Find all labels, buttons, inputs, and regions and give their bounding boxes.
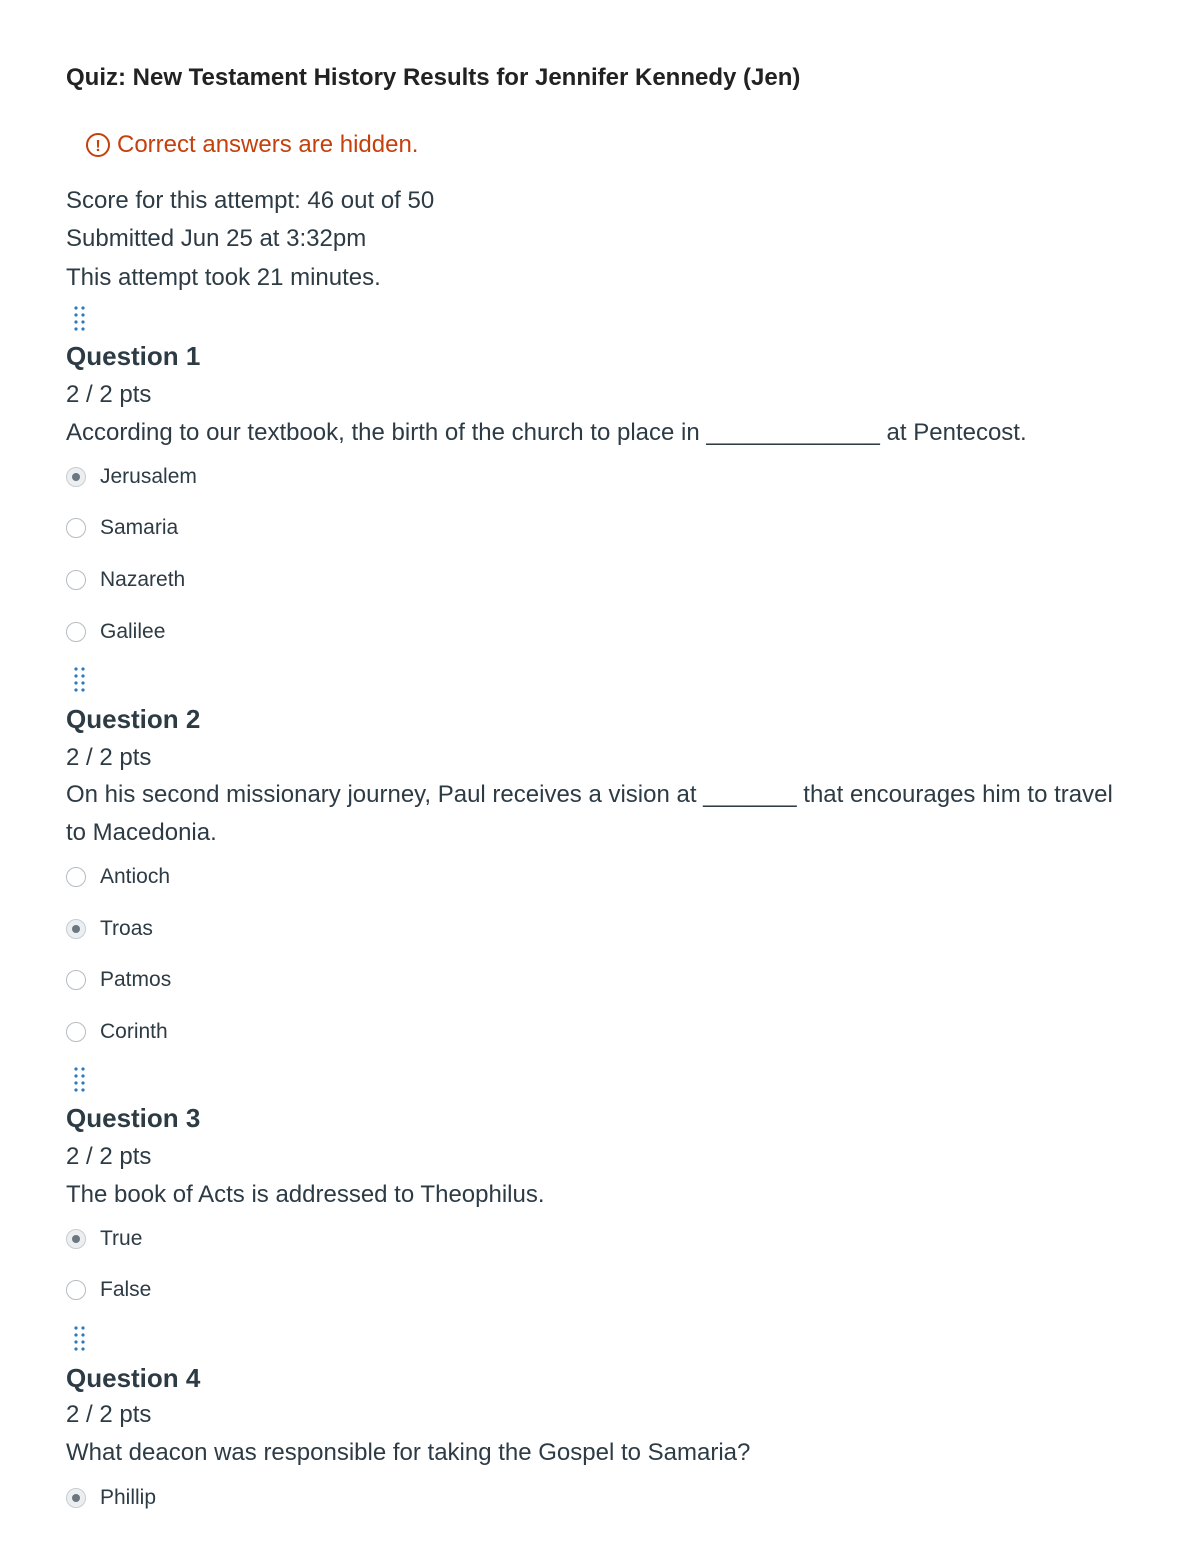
radio-unselected[interactable] [66, 867, 86, 887]
answer-label: Samaria [100, 516, 179, 539]
answer-option[interactable] [66, 463, 197, 491]
drag-handle-icon[interactable] [72, 1325, 88, 1355]
warning-icon [85, 132, 111, 158]
radio-unselected[interactable] [66, 570, 86, 590]
answer-option[interactable] [66, 514, 178, 542]
question-points: 2 / 2 pts [66, 1143, 152, 1170]
answer-label: Jerusalem [100, 465, 197, 488]
answer-label: Nazareth [100, 568, 186, 591]
answer-option[interactable] [66, 966, 171, 994]
drag-handle-icon[interactable] [72, 1066, 88, 1096]
question-points: 2 / 2 pts [66, 744, 152, 771]
question-title: Question 4 [66, 1363, 201, 1393]
answer-label: False [100, 1278, 152, 1301]
question-title: Question 3 [66, 1103, 201, 1133]
answer-option[interactable] [66, 566, 185, 594]
radio-unselected[interactable] [66, 970, 86, 990]
question-text: According to our textbook, the birth of the church to place in _____________ at Pentecost. [66, 419, 1027, 446]
question-title: Question 1 [66, 341, 201, 371]
radio-unselected[interactable] [66, 518, 86, 538]
question-title: Question 2 [66, 704, 201, 734]
question-text: The book of Acts is addressed to Theophilus. [66, 1181, 545, 1208]
answer-option[interactable] [66, 1484, 156, 1512]
answer-label: Antioch [100, 865, 171, 888]
question-points: 2 / 2 pts [66, 1401, 152, 1428]
answer-label: Galilee [100, 620, 166, 643]
notice-text: Correct answers are hidden. [117, 131, 419, 158]
page-title: Quiz: New Testament History Results for Jennifer Kennedy (Jen) [66, 64, 801, 91]
answer-option[interactable] [66, 1276, 151, 1304]
question-points: 2 / 2 pts [66, 381, 152, 408]
radio-selected[interactable] [66, 1229, 86, 1249]
answer-label: Patmos [100, 968, 172, 991]
question-text: What deacon was responsible for taking the Gospel to Samaria? [66, 1439, 751, 1466]
drag-handle-icon[interactable] [72, 666, 88, 696]
radio-unselected[interactable] [66, 1022, 86, 1042]
radio-selected[interactable] [66, 1488, 86, 1508]
radio-selected[interactable] [66, 919, 86, 939]
hidden-answers-notice [85, 131, 418, 159]
answer-option[interactable] [66, 618, 165, 646]
duration-line: This attempt took 21 minutes. [66, 264, 381, 291]
question-text: On his second missionary journey, Paul receives a vision at _______ that encourages him to travel to Macedonia. [66, 781, 1113, 846]
answer-label: Phillip [100, 1486, 157, 1509]
answer-label: Corinth [100, 1020, 168, 1043]
answer-option[interactable] [66, 915, 153, 943]
answer-label: True [100, 1227, 143, 1250]
answer-label: Troas [100, 917, 153, 940]
svg-text:!: ! [95, 138, 101, 155]
answer-option[interactable] [66, 863, 170, 891]
answer-option[interactable] [66, 1225, 142, 1253]
drag-handle-icon[interactable] [72, 305, 88, 335]
radio-unselected[interactable] [66, 1280, 86, 1300]
submitted-line: Submitted Jun 25 at 3:32pm [66, 225, 367, 252]
radio-unselected[interactable] [66, 622, 86, 642]
radio-selected[interactable] [66, 467, 86, 487]
answer-option[interactable] [66, 1018, 168, 1046]
score-line: Score for this attempt: 46 out of 50 [66, 187, 435, 214]
